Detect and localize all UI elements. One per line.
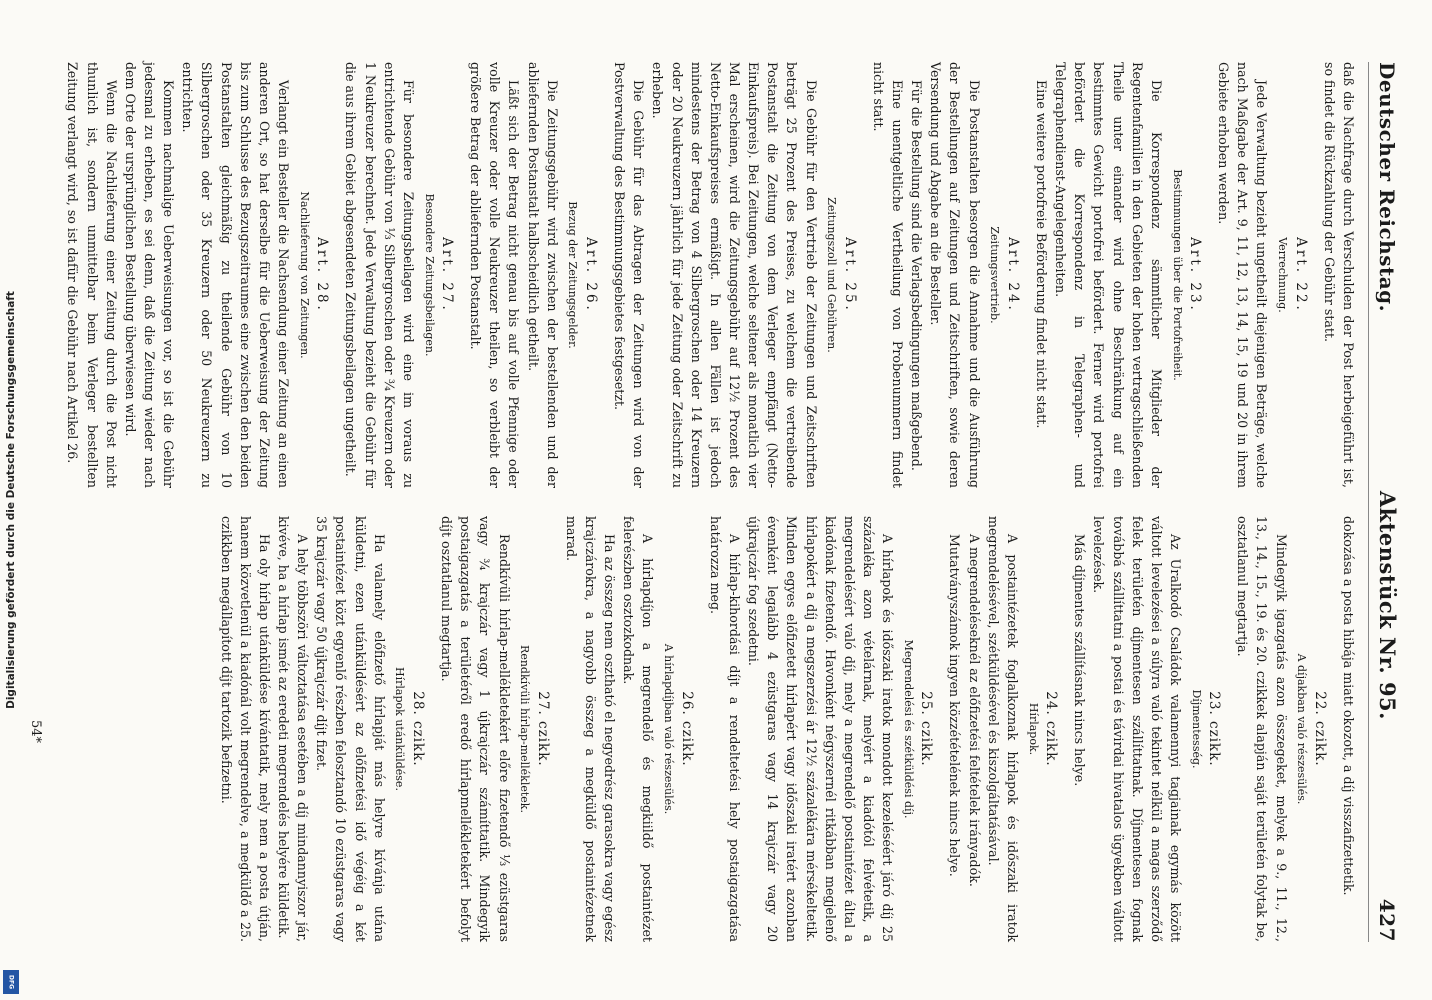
german-column — [65, 62, 1358, 488]
article-subtitle: Nachlieferung von Zeitungen. — [297, 191, 311, 359]
hungarian-column — [103, 516, 1358, 942]
article-title: 23. czikk. — [1206, 691, 1223, 767]
paragraph: dokozása a posta hibája miatt okozott, a díj visszafizettetik. — [1341, 516, 1356, 896]
article-title: 25. czikk. — [918, 691, 935, 767]
paragraph: daß die Nachfrage durch Verschulden der Post herbeigeführt ist, so findet die Rückzahlung der Gebühr statt. — [1321, 62, 1356, 488]
paragraph: A hírlap-kihordási díjt a rendeltetési hely postaigazgatása határozza meg. — [707, 516, 742, 942]
article-subtitle: Verrechnung. — [1276, 237, 1290, 313]
paragraph: Die Postanstalten besorgen die Annahme und die Ausführung der Bestellungen auf Zeitungen und Zeitschriften, sowie deren Versendung und Abgabe an die Besteller. — [928, 62, 982, 488]
paragraph: A hely többszöri változtatása esetében a díj mindannyiszor jár, kivéve, ha a hírlap ismét az eredeti megrendelés helyére küldetik. — [276, 516, 311, 942]
signature-mark: 54* — [28, 720, 43, 744]
article-subtitle: Rendkívüli hírlap-mellékletek. — [518, 645, 532, 813]
paragraph: A megrendeléseknél az előfizetési feltételek irányadók. — [966, 534, 982, 887]
article-subtitle: Díjmentesség. — [1189, 689, 1203, 769]
paragraph: Für besondere Zeitungsbeilagen wird eine im voraus zu entrichtende Gebühr von ⅓ Silbergroschen oder ¾ Kreuzern oder 1 Neukreuzer berechnet. Jede Verwaltung bezieht die Gebühr für die aus ihrem Gebiet abgesendeten Zeitungsbeilagen ungetheilt. — [343, 62, 416, 488]
paragraph: Az Uralkodó Családok valamennyi tagjainak egymás között váltott levelezései a súlyra való tekintet nélkül a magas szerződő felek területén díjmentesen szállíttatnak. Díjmentesen fognak továbbá szállíttatni a postai és távirdai hivatalos ügyekben váltott levelezések. — [1091, 516, 1183, 942]
dfg-logo-icon: DFG — [3, 970, 19, 994]
paragraph: Läßt sich der Betrag nicht genau bis auf volle Pfennige oder volle Kreuzer oder volle Neukreuzer theilen, so verbleibt der größere Betrag der abliefernden Postanstalt. — [468, 62, 522, 488]
article-title: Art. 24. — [1004, 237, 1021, 313]
running-header — [1368, 62, 1400, 942]
article-subtitle: Megrendelési és szétküldési díj. — [901, 639, 915, 819]
paragraph: Jede Verwaltung bezieht ungetheilt diejenigen Beträge, welche nach Maßgabe der Art. 9, 11, 12, 13, 14, 15, 19 und 20 in ihrem Gebiete erhoben werden. — [1216, 62, 1270, 488]
article-subtitle: Zeitungsvertrieb. — [988, 226, 1002, 324]
paragraph: Die Gebühr für den Vertrieb der Zeitungen und Zeitschriften beträgt 25 Prozent des Preises, zu welchem die vertreibende Postanstalt die Zeitung von dem Verleger empfängt (Netto-Einkaufspreis). Bei Zeitungen, welche seltener als monatlich vier Mal erscheinen, wird die Zeitungsgebühr auf 12½ Prozent des Netto-Einkaufspreises ermäßigt. In allen Fällen ist jedoch mindestens der Betrag von 4 Silbergroschen oder 14 Kreuzern oder 20 Neukreuzern jährlich für jede Zeitung oder Zeitschrift zu erheben. — [650, 62, 819, 488]
article-subtitle: Bezug der Zeitungsgelder. — [566, 201, 580, 349]
paragraph: Ha valamely előfizető hírlapját más helyre kívánja utána küldetni, ezen utánküldésért az előfizetési idő végéig a két postaintézet közt egyenlő részben felosztandó 10 ezüstgaras vagy 35 krajczár vagy 50 újkrajczár díjt fizet. — [314, 516, 387, 942]
paragraph: Die Gebühr für das Abtragen der Zeitungen wird von der Postverwaltung des Bestimmungsgebietes festgesetzt. — [612, 62, 647, 488]
article-title: Art. 22. — [1292, 237, 1309, 313]
paragraph: Eine unentgeltliche Vertheilung von Probenummern findet nicht statt. — [870, 62, 906, 488]
paragraph: A postaintézetek foglalkoznak hírlapok és időszaki iratok megrendelésével, szétküldésével és kiszolgáltatásával. — [985, 516, 1020, 942]
article-title: 22. czikk. — [1311, 691, 1328, 767]
paragraph: A hírlapdíjon a megrendelő és megkiildő postaintézet felerészben osztozkodnak. — [621, 516, 656, 942]
paragraph: Ha oly hírlap utánküldése kívántatik, mely nem a posta útján, hanem közvetlenül a kiadónál volt megrendelve, a megküldő a 25. czikkben megállapított díjt tartozik befizetni. — [218, 516, 272, 942]
article-subtitle: Bestimmungen über die Portofreiheit. — [1170, 169, 1184, 381]
digitization-credit — [0, 0, 22, 1000]
article-title: Art. 28. — [314, 237, 331, 313]
article-subtitle: A hírlapdíjban való részesülés. — [662, 643, 676, 815]
header-page-number: 427 — [1375, 898, 1399, 942]
article-title: 26. czikk. — [678, 691, 695, 767]
paragraph: Ha az összeg nem osztható el negyedrész garasokra vagy egész krajczárokra, a nagyobb összeg a megküldő postaintézetnek marad. — [563, 516, 618, 942]
paragraph: Mindegyik igazgatás azon összegeket, melyek a 9., 11., 12., 13., 14., 15., 19. és 20. czikkek alapján saját területén folytak be, osztatlanul megtartja. — [1235, 516, 1289, 942]
digitization-credit-text: Digitalisierung gefördert durch die Deutsche Forschungsgemeinschaft — [5, 291, 17, 709]
article-title: Art. 26. — [582, 237, 599, 313]
header-left-title: Deutscher Reichstag. — [1375, 62, 1399, 313]
article-title: Art. 23. — [1187, 237, 1204, 313]
paragraph: Eine weitere portofreie Beförderung findet nicht statt. — [1033, 80, 1049, 429]
article-title: Art. 25. — [841, 237, 858, 313]
paragraph: Wenn die Nachlieferung einer Zeitung durch die Post nicht thunlich ist, sondern unmittelbar beim Verleger bestellten Zeitung verlangt wird, so ist dafür die Gebühr nach Artikel 26. — [65, 62, 119, 488]
article-title: 27. czikk. — [534, 691, 551, 767]
article-subtitle: Besondere Zeitungsbeilagen. — [422, 193, 436, 357]
article-subtitle: Hírlapok utánküldése. — [393, 667, 407, 791]
article-subtitle: Hírlapok. — [1026, 702, 1040, 756]
paragraph: Rendkívüli hírlap-mellékletekért előre fizetendő ⅓ ezüstgaras vagy ¾ krajczár vagy 1 újkrajczár számíttatik. Mindegyik postaigazgatás a területéről eredő hírlapmellékletekért befolyt díjt osztatlanul megtartja. — [439, 516, 512, 942]
header-document-number: Aktenstück Nr. 95. — [1375, 490, 1400, 720]
paragraph: Die Zeitungsgebühr wird zwischen der bestellenden und der abliefernden Postanstalt halbscheidlich getheilt. — [525, 62, 560, 488]
paragraph: Für die Bestellung sind die Verlagsbedingungen maßgebend. — [909, 80, 925, 471]
article-subtitle: A díjakban való részesülés. — [1295, 653, 1309, 805]
article-title: 28. czikk. — [409, 691, 426, 767]
paragraph: A hírlapok és időszaki iratok mondott kezeléséért járó díj 25 százaléka azon vételárnak, melyért a kiadótól felvétetik, a megrendelésért való díj, mely a megrendelő postaintézet által a kiadónak fizetendő. Havonként négyszernél ritkábban megjelenő hírlapokért a díj a megszerzési ár 12½ százalékára mérsékeltetik. Minden egyes előfizetett hírlapért vagy időszaki iratért azonban évenként legalább 4 ezüstgaras vagy 14 krajczár vagy 20 újkrajczár fog szedetni. — [746, 516, 896, 942]
article-title: 24. czikk. — [1043, 691, 1060, 767]
paragraph: Mutatványszámok ingyen közzétételének nincs helye. — [947, 534, 963, 877]
article-title: Art. 27. — [439, 237, 456, 313]
article-subtitle: Zeitungszoll und Gebühren. — [825, 197, 839, 353]
paragraph: Verlangt ein Besteller die Nachsendung einer Zeitung an einen anderen Ort, so hat derselbe für die Ueberweisung der Zeitung bis zum Schlusse des Bezugszeitraumes eine zwischen den beiden Postanstalten gleichmäßig zu theilende Gebühr von 10 Silbergroschen oder 35 Kreuzern oder 50 Neukreuzern zu entrichten. — [180, 62, 292, 488]
paragraph: Die Korrespondenz sämmtlicher Mitglieder der Regentenfamilien in den Gebieten der hohen vertragschließenden Theile unter einander wird ohne Beschränkung auf ein bestimmtes Gewicht portofrei befördert. Ferner wird portofrei befördert die Korrespondenz in Telegraphen- und Telegraphendienst-Angelegenheiten. — [1053, 62, 1164, 488]
paragraph: Kommen nachmalige Ueberweisungen vor, so ist die Gebühr jedesmal zu erheben, es sei denn, daß die Zeitung wieder nach dem Orte der ursprünglichen Bestellung überwiesen wird. — [122, 62, 177, 488]
paragraph: Más díjmentes szállításnak nincs helye. — [1072, 534, 1088, 787]
text-columns — [65, 62, 1358, 942]
